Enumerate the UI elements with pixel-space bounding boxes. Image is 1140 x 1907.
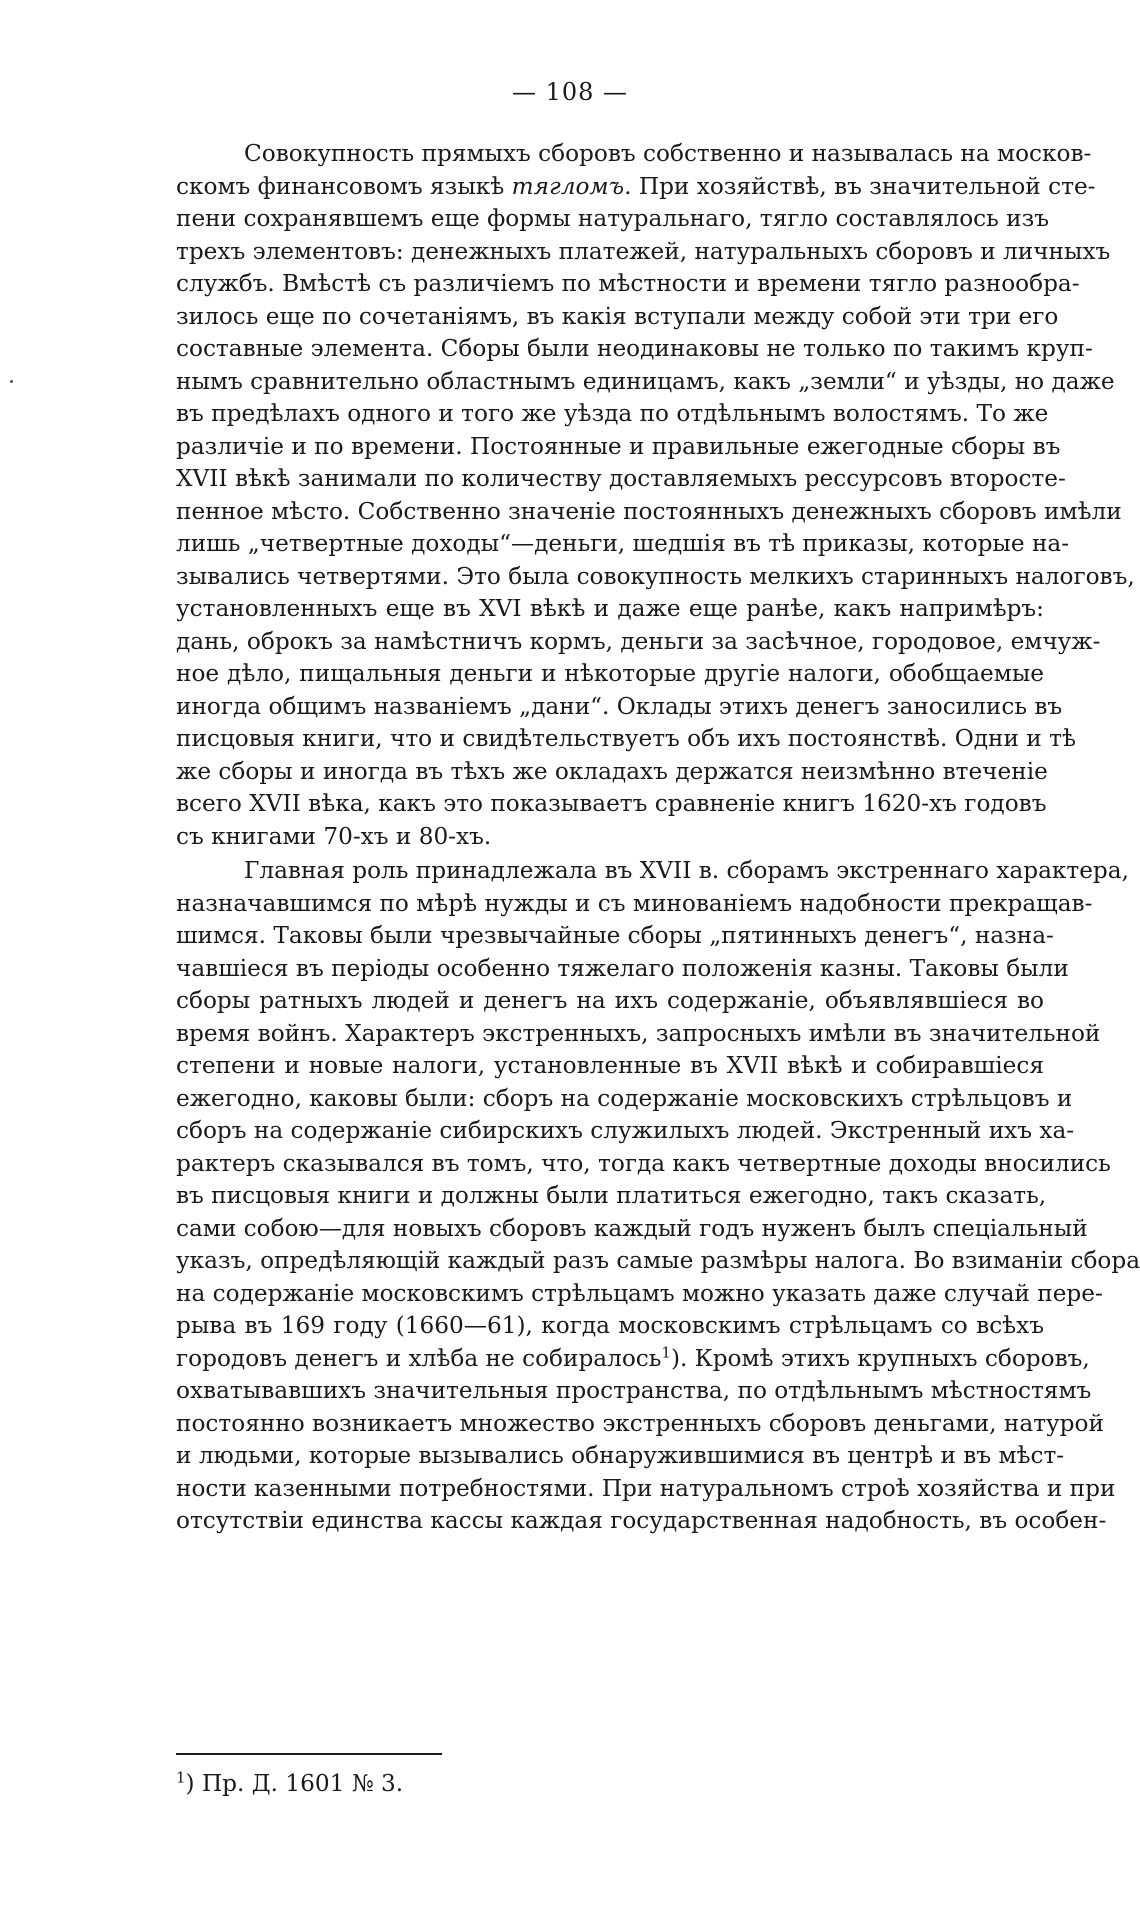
text-line bbox=[176, 138, 1092, 171]
line-text: чавшіеся въ періоды особенно тяжелаго положенія казны. Таковы были bbox=[176, 954, 1069, 982]
line-text: нымъ сравнительно областнымъ единицамъ, какъ „земли“ и уѣзды, но даже bbox=[176, 367, 1115, 395]
text-line bbox=[176, 496, 1122, 529]
line-text: городовъ денегъ и хлѣба не собиралось bbox=[176, 1344, 662, 1372]
text-line bbox=[176, 985, 1044, 1018]
line-text-cont: ). Кромѣ этихъ крупныхъ сборовъ, bbox=[670, 1344, 1090, 1372]
line-text: время войнъ. Характеръ экстренныхъ, запросныхъ имѣли въ значительной bbox=[176, 1019, 1101, 1047]
text-line bbox=[176, 756, 1048, 789]
text-line bbox=[176, 528, 1070, 561]
text-line bbox=[176, 1148, 1111, 1181]
footnote-ref: 1 bbox=[661, 1342, 671, 1361]
text-line bbox=[176, 268, 1080, 301]
line-text: сборъ на содержаніе сибирскихъ служилыхъ людей. Экстренный ихъ ха- bbox=[176, 1117, 1075, 1144]
text-line bbox=[176, 593, 1044, 626]
text-line bbox=[176, 855, 1129, 888]
text-line bbox=[176, 1180, 1047, 1213]
line-text: различіе и по времени. Постоянные и правильные ежегодные сборы въ bbox=[176, 432, 1061, 460]
text-line bbox=[176, 1245, 1140, 1278]
line-text: ежегодно, каковы были: сборъ на содержаніе московскихъ стрѣльцовъ и bbox=[176, 1084, 1073, 1112]
text-line bbox=[176, 171, 1096, 204]
line-text-cont: . При хозяйствѣ, въ значительной сте- bbox=[624, 172, 1096, 200]
line-text: сами собою—для новыхъ сборовъ каждый годъ нуженъ былъ спеціальный bbox=[176, 1214, 1088, 1242]
line-text: Совокупность прямыхъ сборовъ собственно и называлась на москов- bbox=[244, 140, 1092, 167]
line-text: дань, оброкъ за намѣстничъ кормъ, деньги за засѣчное, городовое, емчуж- bbox=[176, 627, 1101, 655]
line-text: шимся. Таковы были чрезвычайные сборы „пятинныхъ денегъ“, назна- bbox=[176, 922, 1054, 949]
line-text: ное дѣло, пищальныя деньги и нѣкоторые другіе налоги, обобщаемые bbox=[176, 660, 1044, 687]
line-text: пени сохранявшемъ еще формы натуральнаго, тягло составлялось изъ bbox=[176, 205, 1049, 232]
line-text: лишь „четвертные доходы“—деньги, шедшія въ тѣ приказы, которые на- bbox=[176, 530, 1070, 557]
paragraph-1 bbox=[176, 138, 1135, 853]
line-text: трехъ элементовъ: денежныхъ платежей, натуральныхъ сборовъ и личныхъ bbox=[176, 237, 1111, 265]
text-line bbox=[176, 1310, 1044, 1343]
footnote-rule bbox=[176, 1753, 442, 1755]
text-line bbox=[176, 463, 1066, 496]
line-text: рактеръ сказывался въ томъ, что, тогда какъ четвертные доходы вносились bbox=[176, 1149, 1111, 1177]
line-text: службъ. Вмѣстѣ съ различіемъ по мѣстности и времени тягло разнообра- bbox=[176, 270, 1080, 297]
line-text: съ книгами 70-хъ и 80-хъ. bbox=[176, 822, 492, 850]
text-line bbox=[176, 1440, 1065, 1473]
text-line bbox=[176, 1278, 1103, 1311]
line-text: иногда общимъ названіемъ „дани“. Оклады этихъ денегъ заносились въ bbox=[176, 692, 1063, 720]
text-line bbox=[176, 1018, 1101, 1051]
text-line bbox=[176, 398, 1049, 431]
line-text: составные элемента. Сборы были неодинаковы не только по такимъ круп- bbox=[176, 335, 1093, 362]
line-text: писцовыя книги, что и свидѣтельствуетъ объ ихъ постоянствѣ. Одни и тѣ bbox=[176, 725, 1076, 752]
line-text: указъ, опредѣляющій каждый разъ самые размѣры налога. Во взиманіи сбора bbox=[176, 1247, 1140, 1274]
line-text: въ писцовыя книги и должны были платиться ежегодно, такъ сказать, bbox=[176, 1182, 1047, 1209]
line-text: отсутствіи единства кассы каждая государственная надобность, въ особен- bbox=[176, 1507, 1107, 1534]
line-text: и людьми, которые вызывались обнаружившимися въ центрѣ и въ мѣст- bbox=[176, 1442, 1065, 1469]
line-text: зилось еще по сочетаніямъ, въ какія вступали между собой эти три его bbox=[176, 302, 1059, 330]
line-text: ности казенными потребностями. При натуральномъ строѣ хозяйства и при bbox=[176, 1474, 1116, 1502]
text-line bbox=[176, 1408, 1104, 1441]
line-text: же сборы и иногда въ тѣхъ же окладахъ держатся неизмѣнно втеченіе bbox=[176, 757, 1048, 785]
line-text: пенное мѣсто. Собственно значеніе постоянныхъ денежныхъ сборовъ имѣли bbox=[176, 497, 1122, 525]
page-number: — 108 — bbox=[511, 78, 629, 106]
line-text: всего XVII вѣка, какъ это показываетъ сравненіе книгъ 1620-хъ годовъ bbox=[176, 790, 1047, 817]
text-line bbox=[176, 236, 1111, 269]
italic-term: тягломъ bbox=[511, 172, 625, 200]
text-line bbox=[176, 301, 1059, 334]
text-line bbox=[176, 658, 1044, 691]
text-line bbox=[176, 788, 1047, 821]
line-text: назначавшимся по мѣрѣ нужды и съ минованіемъ надобности прекращав- bbox=[176, 889, 1093, 917]
text-line bbox=[176, 1213, 1088, 1246]
line-text: на содержаніе московскимъ стрѣльцамъ можно указать даже случай пере- bbox=[176, 1279, 1103, 1307]
text-line bbox=[176, 626, 1101, 659]
text-line bbox=[176, 723, 1076, 756]
footnote-text: ) Пр. Д. 1601 № 3. bbox=[185, 1770, 404, 1797]
text-line bbox=[176, 1115, 1075, 1148]
text-line bbox=[176, 1375, 1092, 1408]
text-line bbox=[176, 366, 1115, 399]
text-line bbox=[176, 1050, 1044, 1083]
line-text: постоянно возникаетъ множество экстренныхъ сборовъ деньгами, натурой bbox=[176, 1409, 1104, 1437]
text-line bbox=[176, 920, 1054, 953]
text-line bbox=[176, 203, 1049, 236]
text-line bbox=[176, 561, 1135, 594]
line-text: зывались четвертями. Это была совокупность мелкихъ старинныхъ налоговъ, bbox=[176, 562, 1135, 590]
line-text: рыва въ 169 году (1660—61), когда московскимъ стрѣльцамъ со всѣхъ bbox=[176, 1312, 1044, 1339]
line-text: установленныхъ еще въ XVI вѣкѣ и даже еще ранѣе, какъ напримѣръ: bbox=[176, 595, 1044, 622]
text-line bbox=[176, 333, 1093, 366]
text-line bbox=[176, 1473, 1116, 1506]
line-text: степени и новые налоги, установленные въ XVII вѣкѣ и собиравшіеся bbox=[176, 1052, 1044, 1079]
footnote bbox=[176, 1768, 403, 1800]
line-text: охватывавшихъ значительныя пространства, по отдѣльнымъ мѣстностямъ bbox=[176, 1377, 1092, 1404]
text-line bbox=[176, 691, 1063, 724]
line-text: въ предѣлахъ одного и того же уѣзда по отдѣльнымъ волостямъ. То же bbox=[176, 400, 1049, 427]
paragraph-2 bbox=[176, 855, 1140, 1538]
text-line bbox=[176, 1342, 1090, 1376]
text-line bbox=[176, 888, 1093, 921]
body-text bbox=[176, 138, 1140, 1538]
footnote-marker: 1 bbox=[176, 1768, 186, 1787]
line-text: сборы ратныхъ людей и денегъ на ихъ содержаніе, объявлявшіеся во bbox=[176, 987, 1044, 1014]
scan-speck bbox=[10, 380, 13, 383]
text-line bbox=[176, 953, 1069, 986]
text-line bbox=[176, 1505, 1107, 1538]
text-line bbox=[176, 431, 1061, 464]
text-line bbox=[176, 1083, 1073, 1116]
line-text: скомъ финансовомъ языкѣ bbox=[176, 172, 512, 200]
line-text: Главная роль принадлежала въ XVII в. сборамъ экстреннаго характера, bbox=[244, 857, 1129, 884]
line-text: XVII вѣкѣ занимали по количеству доставляемыхъ рессурсовъ второсте- bbox=[176, 465, 1066, 492]
text-line bbox=[176, 821, 1044, 854]
